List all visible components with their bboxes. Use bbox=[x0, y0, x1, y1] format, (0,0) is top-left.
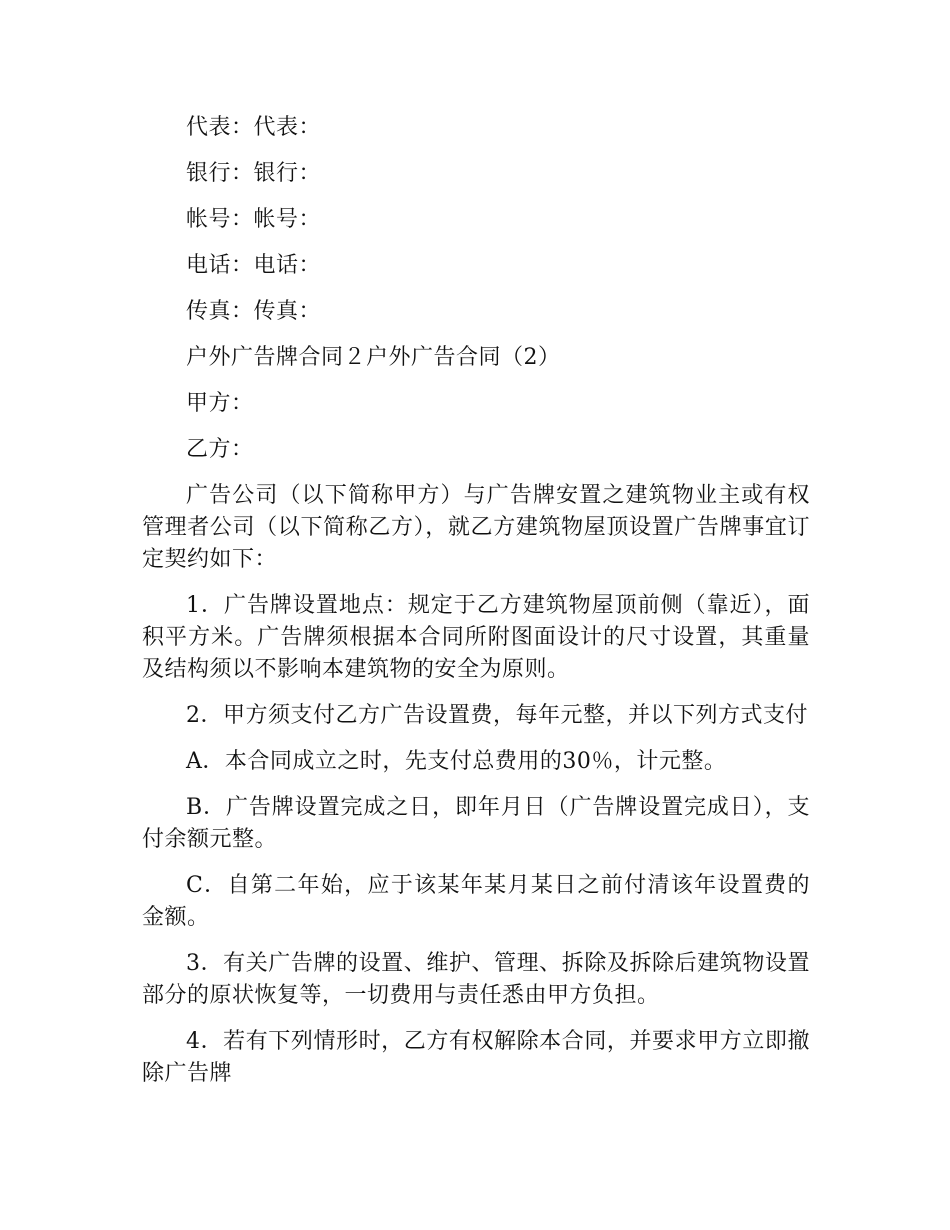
document-body bbox=[142, 112, 810, 1104]
clause-1-paragraph: 1．广告牌设置地点：规定于乙方建筑物屋顶前侧（靠近），面积平方米。广告牌须根据本合同所附图面设计的尺寸设置，其重量及结构须以不影响本建筑物的安全为原则。 bbox=[142, 593, 810, 682]
clause-2-paragraph: 2．甲方须支付乙方广告设置费，每年元整，并以下列方式支付 bbox=[186, 703, 808, 728]
party-b-line: 乙方： bbox=[186, 437, 254, 462]
party-a-line: 甲方： bbox=[186, 391, 254, 416]
bank-line: 银行：银行： bbox=[186, 161, 322, 186]
fax-line: 传真：传真： bbox=[186, 299, 322, 324]
contract-title: 户外广告牌合同２户外广告合同（2） bbox=[186, 345, 561, 370]
clause-4-paragraph: 4．若有下列情形时，乙方有权解除本合同，并要求甲方立即撤除广告牌 bbox=[142, 1029, 810, 1086]
clause-2a-paragraph: A．本合同成立之时，先支付总费用的30％，计元整。 bbox=[186, 749, 727, 774]
preamble-paragraph: 广告公司（以下简称甲方）与广告牌安置之建筑物业主或有权管理者公司（以下简称乙方），就乙方建筑物屋顶设置广告牌事宜订定契约如下： bbox=[142, 483, 810, 572]
clause-3-paragraph: 3．有关广告牌的设置、维护、管理、拆除及拆除后建筑物设置部分的原状恢复等，一切费用与责任悉由甲方负担。 bbox=[142, 951, 810, 1008]
account-line: 帐号：帐号： bbox=[186, 207, 322, 232]
representative-line: 代表：代表： bbox=[186, 115, 322, 140]
phone-line: 电话：电话： bbox=[186, 253, 322, 278]
clause-2b-paragraph: B．广告牌设置完成之日，即年月日（广告牌设置完成日），支付余额元整。 bbox=[142, 795, 810, 852]
clause-2c-paragraph: C．自第二年始，应于该某年某月某日之前付清该年设置费的金额。 bbox=[142, 873, 810, 930]
